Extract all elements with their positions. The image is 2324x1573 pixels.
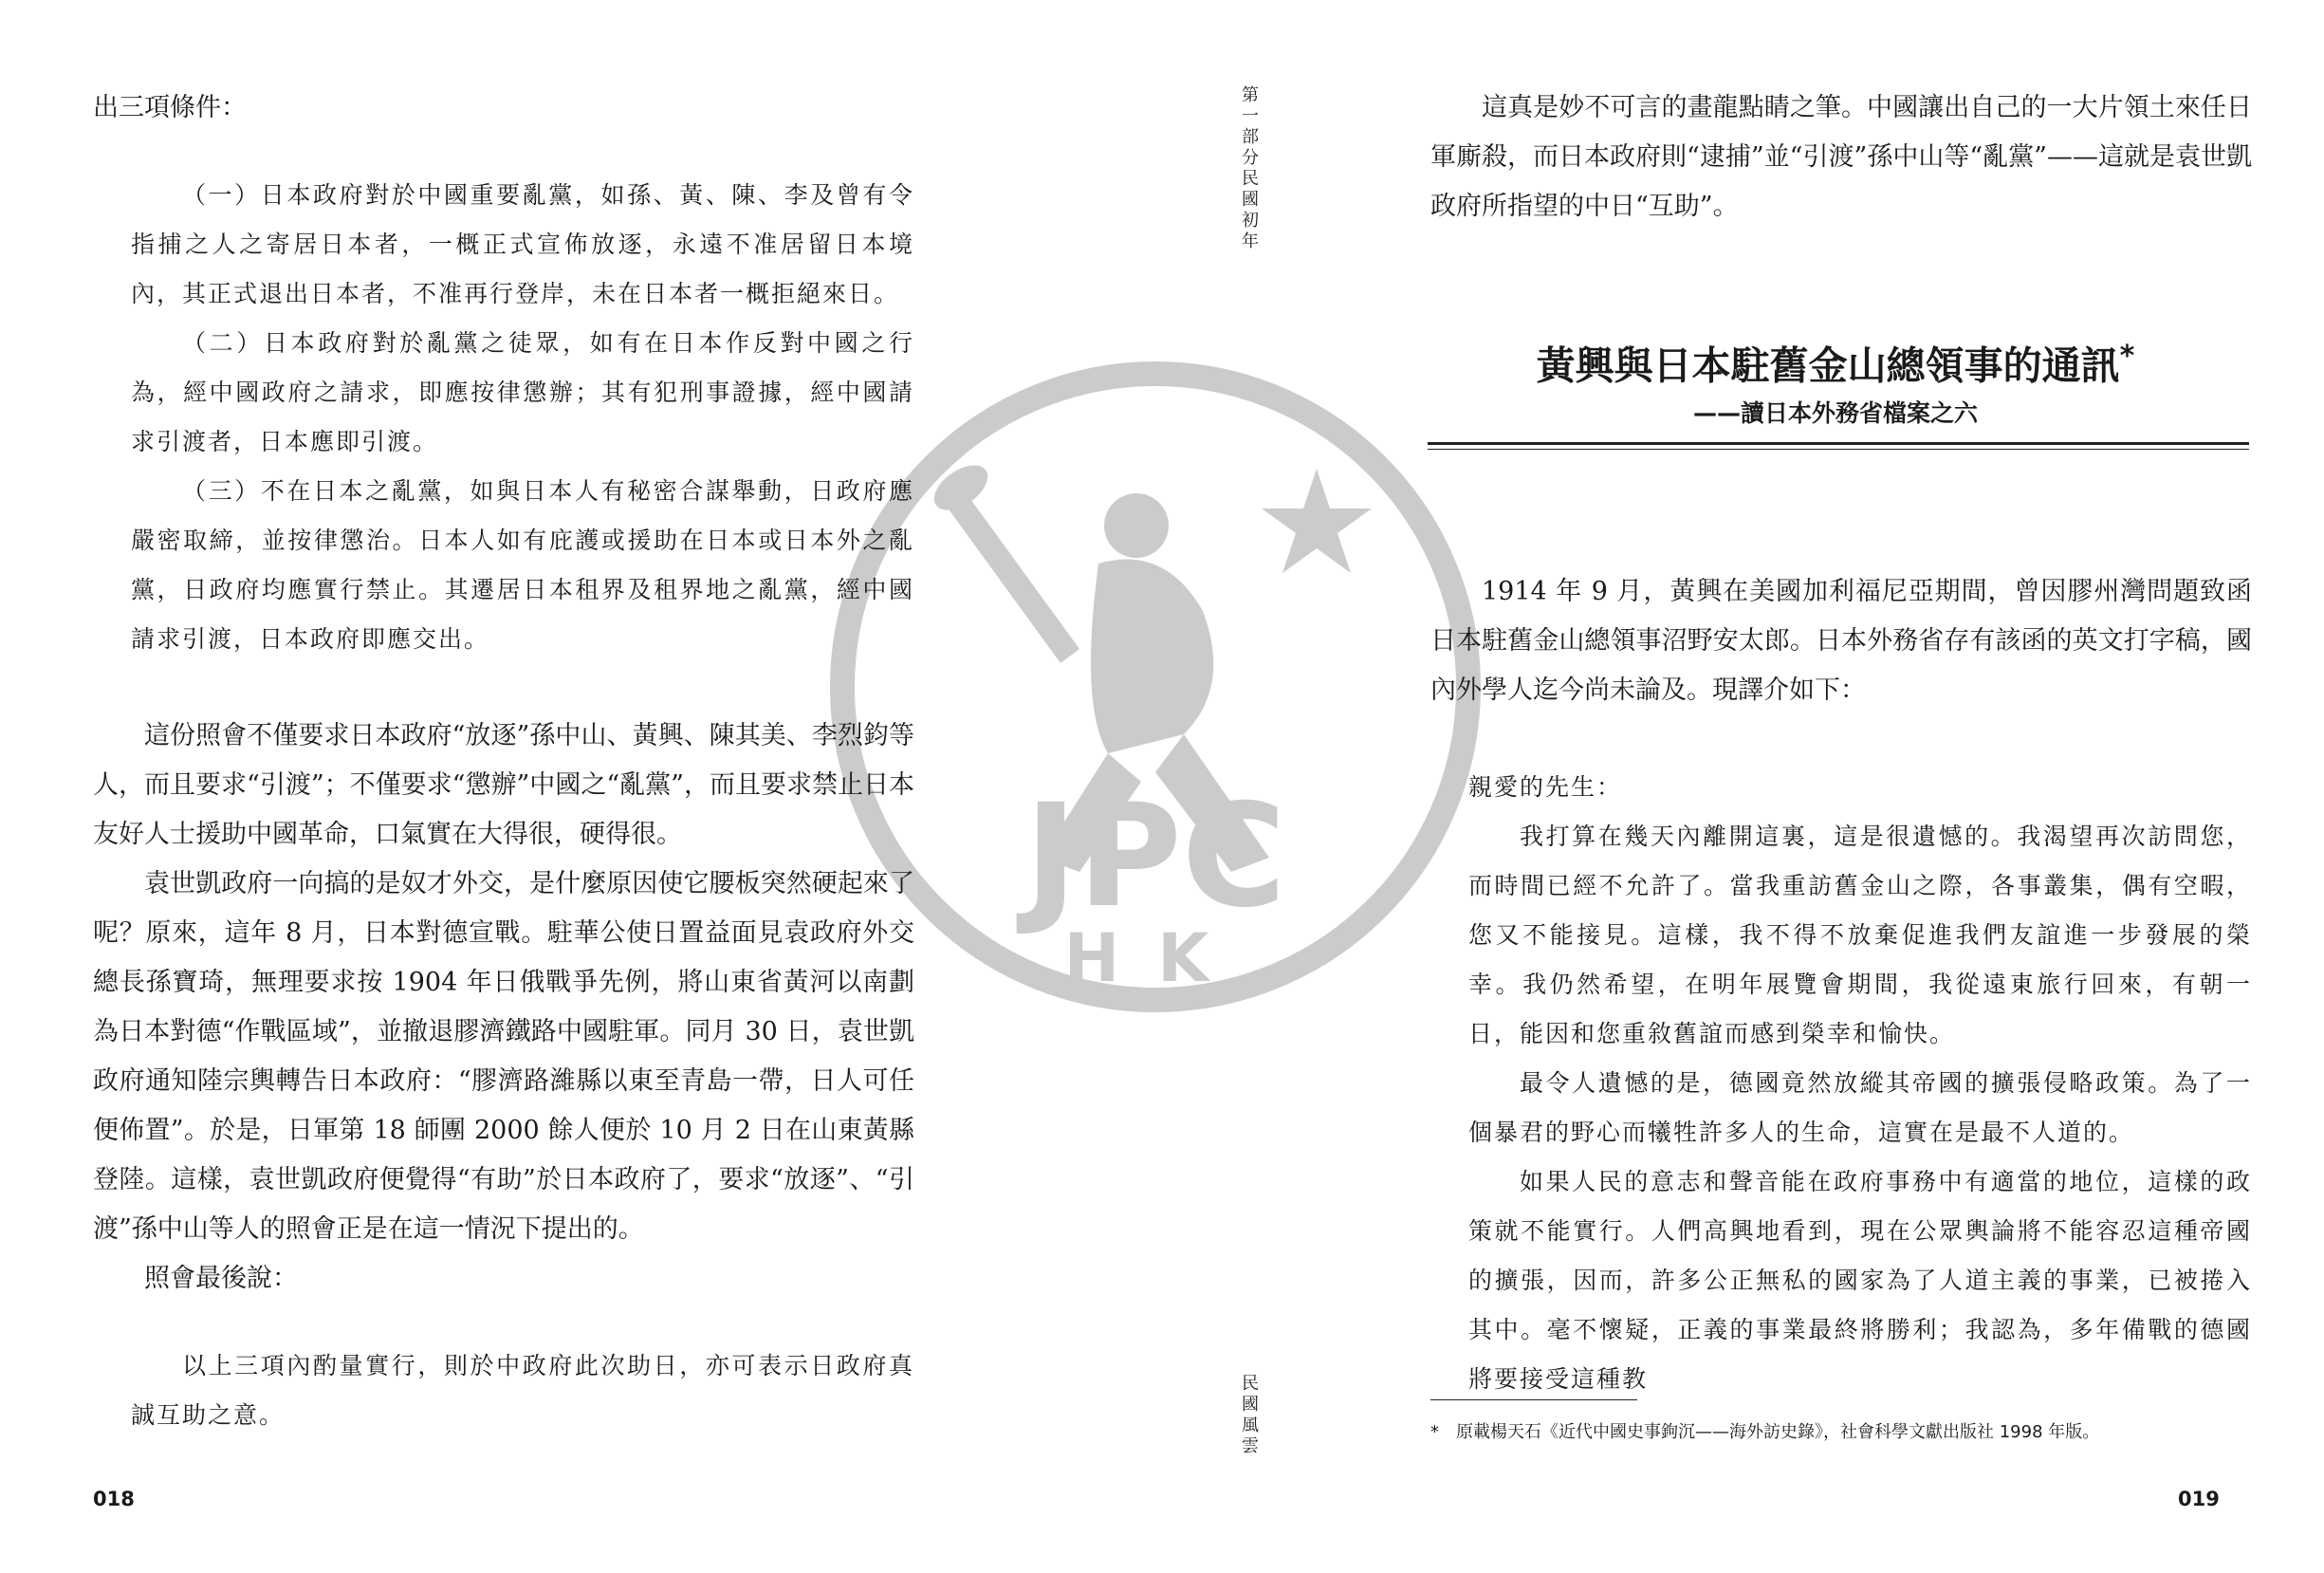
condition-3: （三）不在日本之亂黨，如與日本人有秘密合謀舉動，日政府應嚴密取締，並按律懲治。日本人如有庇護或援助在日本或日本外之亂黨，日政府均應實行禁止。其遷居日本租界及租界地之亂黨，經中國請求引渡，日本政府即應交出。 xyxy=(131,477,914,653)
footnote: * 原載楊天石《近代中國史事鉤沉——海外訪史錄》，社會科學文獻出版社 1998 年版。 xyxy=(1430,1422,2100,1442)
footnote-marker: * xyxy=(2119,340,2135,373)
watermark-line2: HK xyxy=(1063,919,1247,997)
letter-paragraph-1: 我打算在幾天內離開這裏，這是很遺憾的。我渴望再次訪問您，而時間已經不允許了。當我重訪舊金山之際，各事叢集，偶有空暇，您又不能接見。這樣，我不得不放棄促進我們友誼進一步發展的榮幸。我仍然希望，在明年展覽會期間，我從遠東旅行回來，有朝一日，能因和您重敘舊誼而感到榮幸和愉快。 xyxy=(1468,823,2252,1047)
right-page-top-body xyxy=(1430,83,2252,231)
left-paragraph-intro: 出三項條件： xyxy=(93,93,247,122)
condition-1: （一）日本政府對於中國重要亂黨，如孫、黃、陳、李及曾有令指捕之人之寄居日本者，一概正式宣佈放逐，永遠不准居留日本境內，其正式退出日本者，不准再行登岸，未在日本者一概拒絕來日。 xyxy=(131,181,914,307)
watermark-line1: JPC xyxy=(1024,774,1286,939)
chapter-title-text: 黃興與日本駐舊金山總領事的通訊 xyxy=(1536,342,2120,389)
letter-paragraph-2: 最令人遺憾的是，德國竟然放縱其帝國的擴張侵略政策。為了一個暴君的野心而犧牲許多人的生命，這實在是最不人道的。 xyxy=(1468,1069,2252,1146)
running-head-book: 民國風雲 xyxy=(1242,1374,1259,1456)
right-paragraph-top: 這真是妙不可言的畫龍點睛之筆。中國讓出自己的一大片領土來任日軍廝殺，而日本政府則“逮捕”並“引渡”孫中山等“亂黨”——這就是袁世凱政府所指望的中日“互助”。 xyxy=(1430,93,2252,221)
right-page-body xyxy=(1430,567,2252,1404)
left-paragraph-1: 這份照會不僅要求日本政府“放逐”孫中山、黃興、陳其美、李烈鈞等人，而且要求“引渡”；不僅要求“懲辦”中國之“亂黨”，而且要求禁止日本友好人士援助中國革命，口氣實在大得很，硬得很。 xyxy=(93,721,914,849)
chapter-subtitle: ——讀日本外務省檔案之六 xyxy=(1692,399,1978,427)
page-number-right: 019 xyxy=(2178,1488,2220,1510)
left-paragraph-2: 袁世凱政府一向搞的是奴才外交，是什麼原因使它腰板突然硬起來了呢？原來，這年 8 月，日本對德宣戰。駐華公使日置益面見袁政府外交總長孫寶琦，無理要求按 1904 年日俄戰爭先例，將山東省黃河以南劃為日本對德“作戰區域”，並撤退膠濟鐵路中國駐軍。同月 30 日，袁世凱政府通知陸宗輿轉告日本政府：“膠濟路濰縣以東至青島一帶，日人可任便佈置”。於是，日軍第 18 師團 2000 餘人便於 10 月 2 日在山東黃縣登陸。這樣，袁世凱政府便覺得“有助”於日本政府了，要求“放逐”、“引渡”孫中山等人的照會正是在這一情況下提出的。 xyxy=(93,869,914,1244)
letter-salutation: 親愛的先生： xyxy=(1468,773,1623,801)
running-head-part: 第一部分 民國初年 xyxy=(1242,85,1276,251)
note-quote: 以上三項內酌量實行，則於中政府此次助日，亦可表示日政府真誠互助之意。 xyxy=(131,1352,914,1429)
left-page-body xyxy=(93,83,914,1440)
title-rule-thick xyxy=(1428,442,2249,445)
left-paragraph-3: 照會最後說： xyxy=(144,1264,298,1293)
letter-paragraph-3: 如果人民的意志和聲音能在政府事務中有適當的地位，這樣的政策就不能實行。人們高興地看到，現在公眾輿論將不能容忍這種帝國的擴張，因而，許多公正無私的國家為了人道主義的事業，已被捲入其中。毫不懷疑，正義的事業最終將勝利；我認為，多年備戰的德國將要接受這種教 xyxy=(1468,1168,2252,1393)
right-paragraph-intro: 1914 年 9 月，黃興在美國加利福尼亞期間，曾因膠州灣問題致函日本駐舊金山總領事沼野安太郎。日本外務省存有該函的英文打字稿，國內外學人迄今尚未論及。現譯介如下： xyxy=(1430,577,2252,705)
title-rule-thin xyxy=(1428,449,2249,450)
page-number-left: 018 xyxy=(93,1488,135,1510)
chapter-title xyxy=(1423,330,2248,393)
footnote-rule xyxy=(1430,1399,1637,1400)
condition-2: （二）日本政府對於亂黨之徒眾，如有在日本作反對中國之行為，經中國政府之請求，即應按律懲辦；其有犯刑事證據，經中國請求引渡者，日本應即引渡。 xyxy=(131,329,914,455)
